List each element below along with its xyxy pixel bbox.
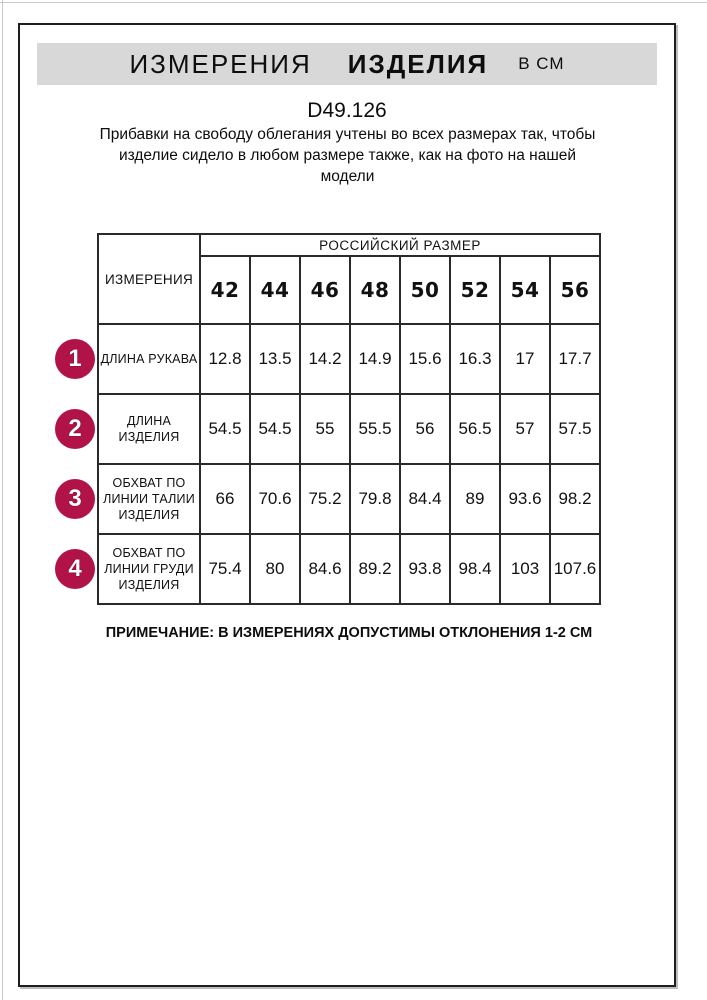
measurement-value: 14.9 bbox=[350, 324, 400, 394]
measurement-value: 54.5 bbox=[250, 394, 300, 464]
row-label: ОБХВАТ ПО ЛИНИИ ГРУДИ ИЗДЕЛИЯ bbox=[98, 534, 200, 604]
tolerance-note: ПРИМЕЧАНИЕ: В ИЗМЕРЕНИЯХ ДОПУСТИМЫ ОТКЛОНЕНИЯ 1-2 СМ bbox=[105, 625, 593, 641]
row-number-badge-3: 3 bbox=[55, 479, 95, 519]
measurement-value: 84.4 bbox=[400, 464, 450, 534]
table-row-sleeve-length bbox=[98, 324, 600, 394]
row-number-badge-1: 1 bbox=[55, 339, 95, 379]
measurement-value: 89.2 bbox=[350, 534, 400, 604]
size-header: 54 bbox=[500, 256, 550, 324]
measurement-value: 54.5 bbox=[200, 394, 250, 464]
page-frame bbox=[18, 23, 676, 987]
row-label: ДЛИНА РУКАВА bbox=[98, 324, 200, 394]
measurement-value: 66 bbox=[200, 464, 250, 534]
page-edge-line-top bbox=[0, 2, 707, 3]
measurement-value: 89 bbox=[450, 464, 500, 534]
product-code: D49.126 bbox=[307, 99, 387, 122]
measurement-value: 15.6 bbox=[400, 324, 450, 394]
measurement-value: 93.8 bbox=[400, 534, 450, 604]
measurement-value: 13.5 bbox=[250, 324, 300, 394]
measurement-value: 55.5 bbox=[350, 394, 400, 464]
row-number-badge-4: 4 bbox=[55, 549, 95, 589]
size-table bbox=[97, 233, 601, 605]
measurement-value: 57 bbox=[500, 394, 550, 464]
measurement-value: 57.5 bbox=[550, 394, 600, 464]
title-bar bbox=[37, 43, 657, 85]
measurement-value: 107.6 bbox=[550, 534, 600, 604]
row-label: ОБХВАТ ПО ЛИНИИ ТАЛИИ ИЗДЕЛИЯ bbox=[98, 464, 200, 534]
measurement-value: 70.6 bbox=[250, 464, 300, 534]
row-number-badge-2: 2 bbox=[55, 409, 95, 449]
size-header: 52 bbox=[450, 256, 500, 324]
page-title-product: ИЗДЕЛИЯ bbox=[347, 48, 489, 79]
measurement-value: 93.6 bbox=[500, 464, 550, 534]
table-row-waist-girth bbox=[98, 464, 600, 534]
measurement-value: 79.8 bbox=[350, 464, 400, 534]
page-title-measurements: ИЗМЕРЕНИЯ bbox=[129, 48, 312, 79]
measurement-value: 56 bbox=[400, 394, 450, 464]
size-header: 44 bbox=[250, 256, 300, 324]
page-edge-line-left bbox=[2, 0, 3, 1000]
size-group-header: РОССИЙСКИЙ РАЗМЕР bbox=[200, 234, 600, 256]
measurement-value: 98.2 bbox=[550, 464, 600, 534]
measurement-value: 98.4 bbox=[450, 534, 500, 604]
measurement-value: 16.3 bbox=[450, 324, 500, 394]
measurement-value: 14.2 bbox=[300, 324, 350, 394]
size-table-wrap bbox=[97, 233, 601, 605]
page-title-unit: В СМ bbox=[518, 54, 565, 73]
measurement-value: 56.5 bbox=[450, 394, 500, 464]
measurement-value: 75.2 bbox=[300, 464, 350, 534]
size-header: 42 bbox=[200, 256, 250, 324]
measurement-value: 55 bbox=[300, 394, 350, 464]
table-row-chest-girth bbox=[98, 534, 600, 604]
corner-header: ИЗМЕРЕНИЯ bbox=[98, 234, 200, 324]
measurement-value: 12.8 bbox=[200, 324, 250, 394]
measurement-value: 17 bbox=[500, 324, 550, 394]
table-row-item-length bbox=[98, 394, 600, 464]
row-label: ДЛИНА ИЗДЕЛИЯ bbox=[98, 394, 200, 464]
measurement-value: 75.4 bbox=[200, 534, 250, 604]
measurement-value: 80 bbox=[250, 534, 300, 604]
fit-description: Прибавки на свободу облегания учтены во всех размерах так, чтобы изделие сидело в любом размере также, как на фото на нашей модели bbox=[99, 126, 596, 185]
size-header: 50 bbox=[400, 256, 450, 324]
size-header: 46 bbox=[300, 256, 350, 324]
size-header: 48 bbox=[350, 256, 400, 324]
size-header: 56 bbox=[550, 256, 600, 324]
measurement-value: 17.7 bbox=[550, 324, 600, 394]
measurement-value: 103 bbox=[500, 534, 550, 604]
measurement-value: 84.6 bbox=[300, 534, 350, 604]
